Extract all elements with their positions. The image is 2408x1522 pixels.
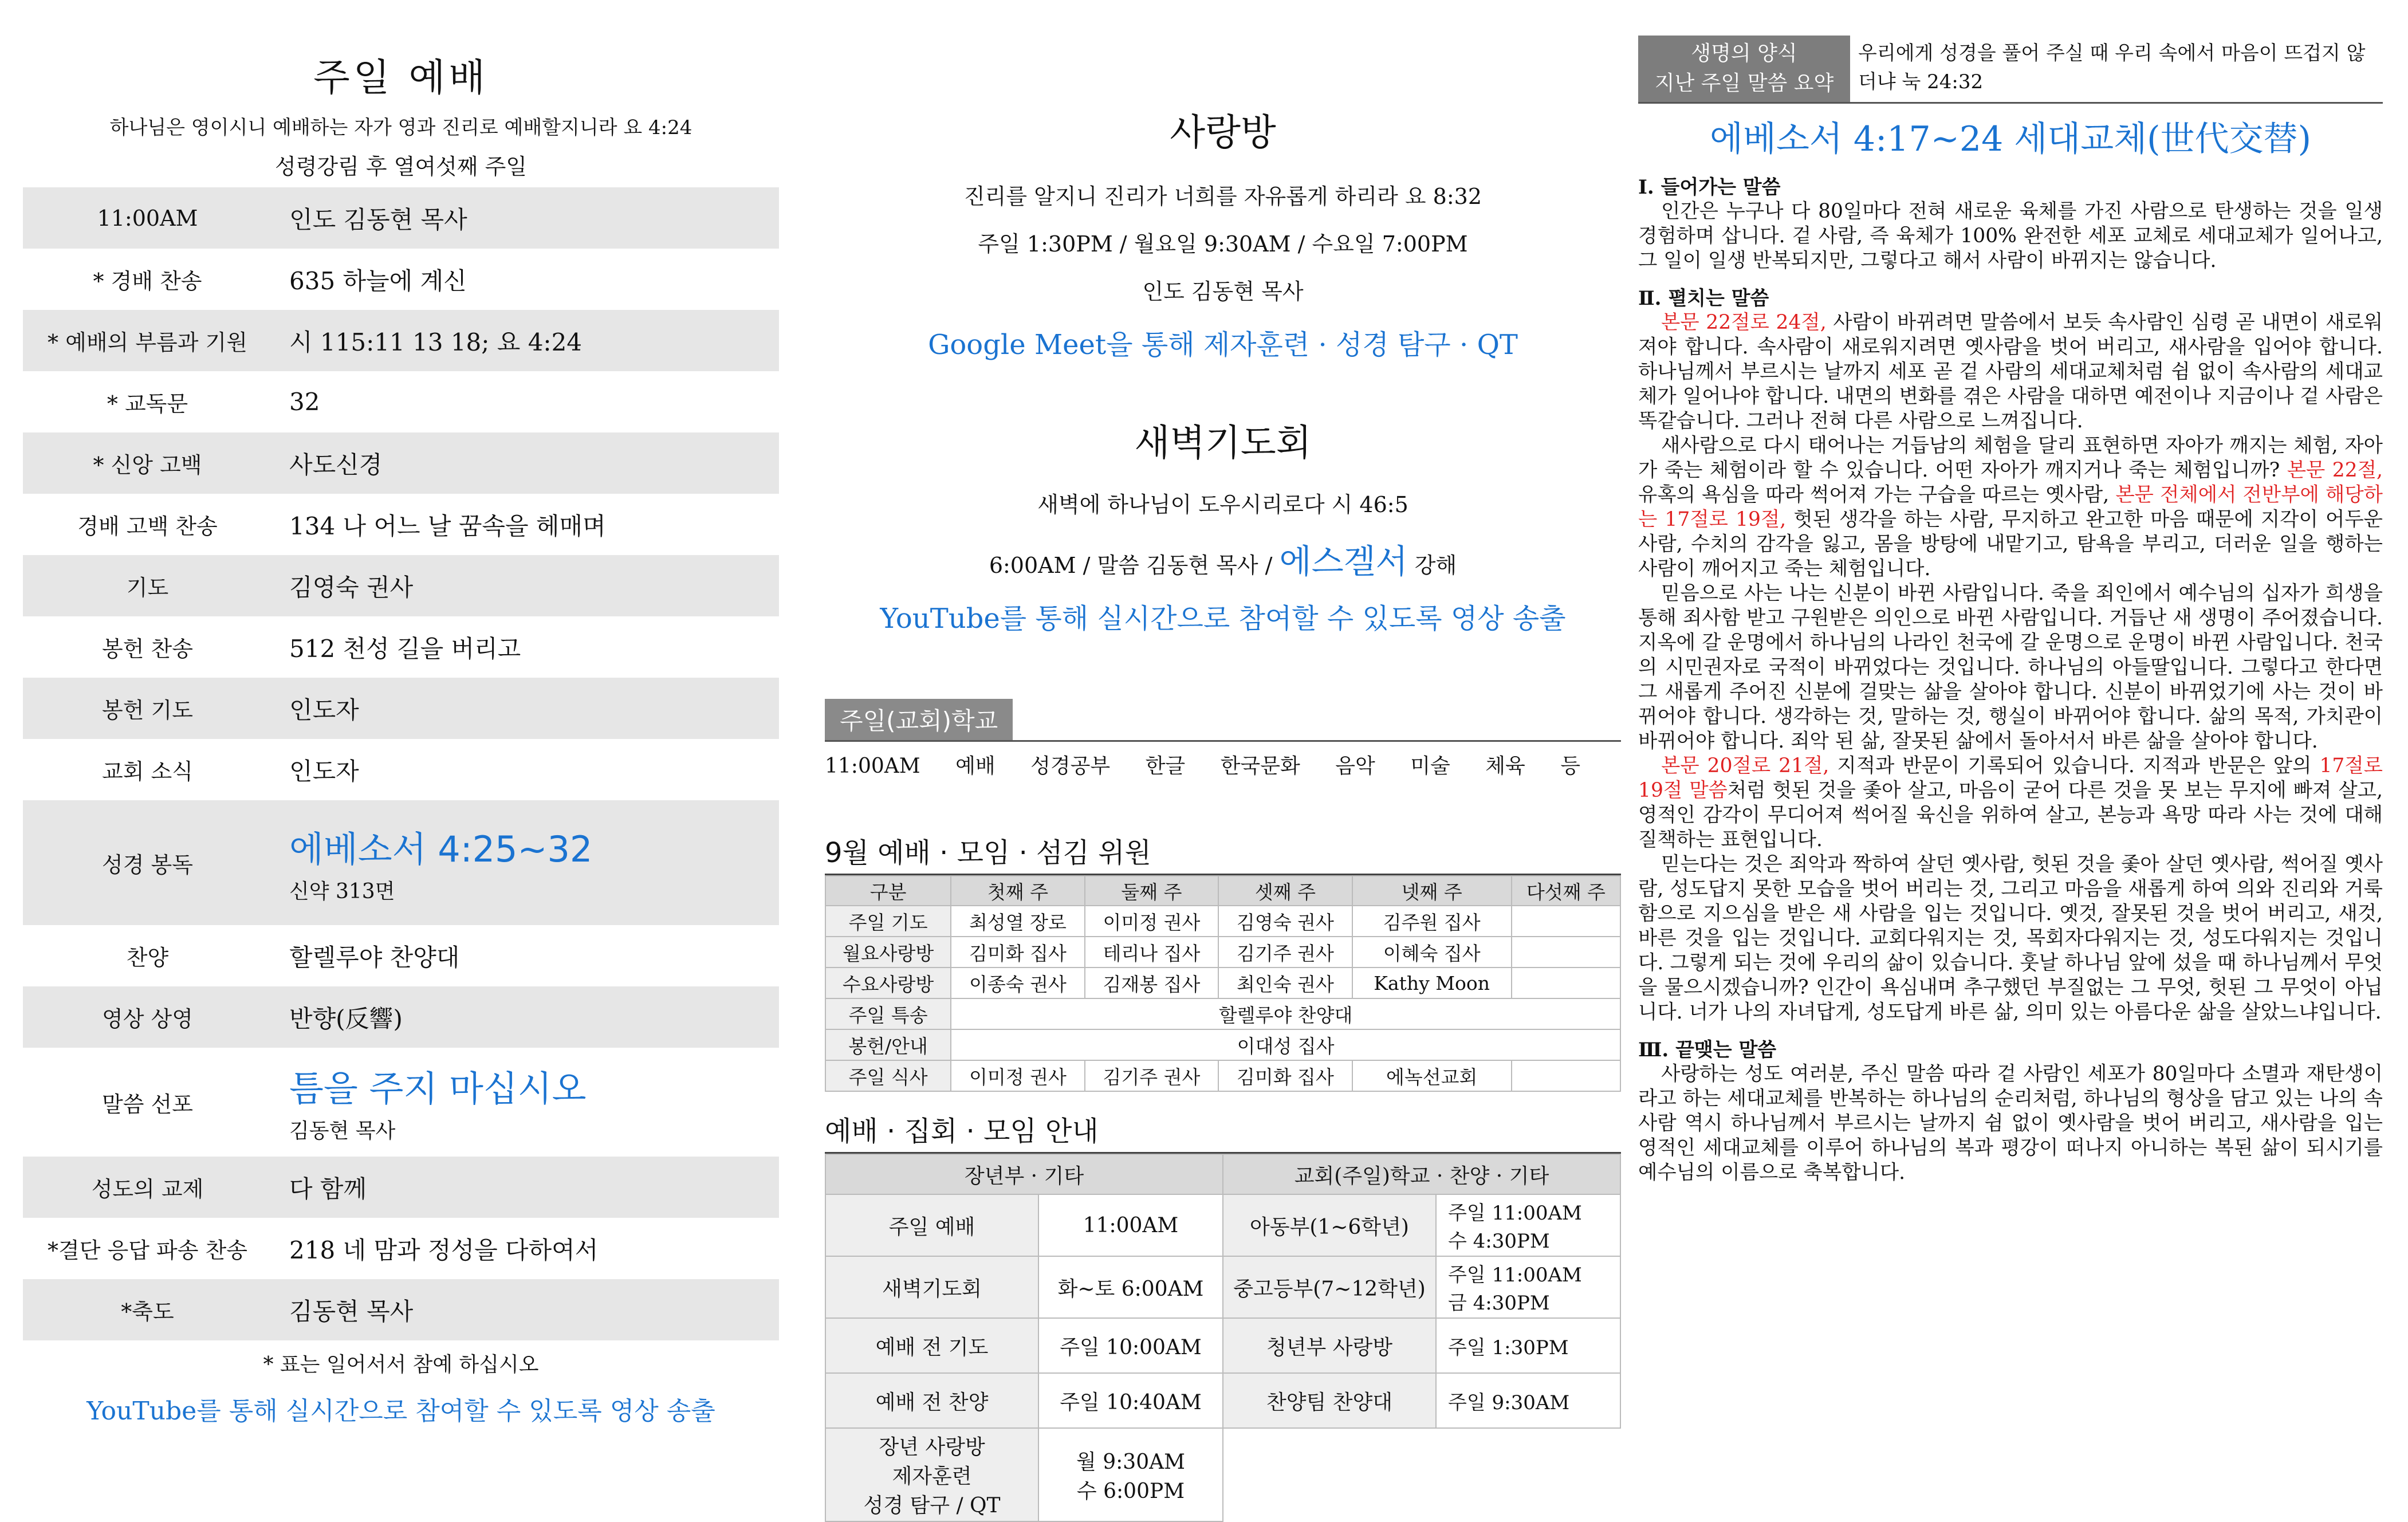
activities-column: [825, 0, 1621, 1517]
table-cell: 중고등부(7~12학년): [1223, 1256, 1436, 1318]
school-item: 11:00AM: [825, 754, 920, 778]
table-cell: 이미정 권사: [1085, 906, 1218, 937]
time-line: 주일 11:00AM: [1448, 1264, 1582, 1287]
order-row: [23, 555, 779, 616]
column-header: 장년부 · 기타: [825, 1154, 1223, 1194]
highlight: 본문 22절,: [2287, 459, 2383, 482]
school-item: 음악: [1335, 754, 1375, 778]
table-cell: 김미화 집사: [1218, 1060, 1352, 1091]
sermon-row: [23, 1048, 779, 1157]
order-row: [23, 494, 779, 555]
section-heading: Ⅰ. 들어가는 말씀: [1638, 176, 1781, 199]
sermon-title: 틈을 주지 마십시오: [289, 1068, 587, 1110]
worship-youtube-note: YouTube를 통해 실시간으로 참여할 수 있도록 영상 송출: [86, 1397, 715, 1426]
order-label: *축도: [23, 1279, 272, 1340]
order-label: 찬양: [126, 945, 169, 970]
order-row: [23, 1157, 779, 1218]
table-cell: 아동부(1~6학년): [1223, 1194, 1436, 1256]
table-cell: 김재봉 집사: [1085, 968, 1218, 998]
order-label: 말씀 선포: [102, 1091, 193, 1117]
order-label: 봉헌 기도: [23, 678, 272, 739]
order-label: 봉헌 찬송: [102, 636, 193, 662]
table-cell: 김미화 집사: [951, 937, 1084, 968]
table-cell: 주일 기도: [825, 906, 951, 937]
column-header: 셋째 주: [1218, 876, 1352, 906]
table-row: [825, 906, 1620, 937]
table-row: [825, 998, 1620, 1029]
order-value: 시 115:11 13 18; 요 4:24: [272, 310, 779, 371]
paragraph: 사랑하는 성도 여러분, 주신 말씀 따라 겉 사람인 세포가 80일마다 소멸과 재탄생이라고 하는 세대교체를 반복하는 하나님의 순리처럼, 하나님의 형상을 담고 있는 나의 속사람 역시 하나님께서 부르시는 날까지 쉼 없이 옛사람을 벗어 버리고, 새사람을 입는 영적인 세대교체를 이루어 하나님의 복과 평강이 떠나지 아니하는 복된 삶이 되시기를 예수님의 이름으로 축복합니다.: [1638, 1063, 2383, 1184]
sarang-online: Google Meet을 통해 제자훈련 · 성경 탐구 · QT: [928, 329, 1518, 361]
table-cell: 화~토 6:00AM: [1038, 1256, 1223, 1318]
order-value: 218 네 맘과 정성을 다하여서: [289, 1236, 599, 1264]
worship-column: [23, 0, 779, 1461]
cell-line: 수 6:00PM: [1076, 1479, 1185, 1503]
order-row: [23, 1279, 779, 1340]
table-cell: 예배 전 찬양: [825, 1373, 1038, 1428]
table-cell: 에녹선교회: [1352, 1060, 1512, 1091]
order-label: *결단 응답 파송 찬송: [48, 1238, 247, 1263]
cell-line: 장년 사랑방: [879, 1436, 985, 1459]
dawn-verse: 새벽에 하나님이 도우시리로다 시 46:5: [1037, 492, 1408, 517]
column-header: 넷째 주: [1352, 876, 1512, 906]
table-cell: [1436, 1194, 1620, 1256]
school-item: 등: [1560, 754, 1581, 778]
table-cell: 청년부 사랑방: [1223, 1318, 1436, 1373]
school-label: 주일(교회)학교: [825, 699, 1013, 740]
time-line: 주일 11:00AM: [1448, 1202, 1582, 1225]
standing-note: * 표는 일어서서 참예 하십시오: [263, 1353, 539, 1377]
paragraph: [1638, 310, 2383, 434]
cell-line: 월 9:30AM: [1076, 1450, 1185, 1474]
school-item: 성경공부: [1030, 754, 1111, 778]
sermon-preacher: 김동현 목사: [289, 1119, 396, 1143]
order-label: 11:00AM: [23, 187, 272, 249]
order-row: [23, 1218, 779, 1279]
table-header-row: [825, 876, 1620, 906]
time-line: 금 4:30PM: [1448, 1292, 1550, 1315]
table-cell: 봉헌/안내: [825, 1029, 951, 1060]
table-cell: [825, 1428, 1038, 1521]
text: 지적과 반문이 기록되어 있습니다. 지적과 반문은 앞의: [1829, 754, 2320, 777]
text: 사람이 바뀌려면 말씀에서 보듯 속사람인 심령 곧 내면이 새로워져야 합니다. 속사람이 새로워지려면 옛사람을 벗어 버리고, 새사람을 입어야 합니다. 하나님께서 부르시는 날까지 세포 곧 겉 사람의 세대교체처럼 쉼 없이 속사람의 세대교체가 일어나야 합니다. 내면의 변화를 겪은 사람을 대하면 예전이나 지금이나 겉 사람은 똑같습니다. 그러나 전혀 다른 사람으로 느껴집니다.: [1638, 311, 2383, 432]
order-row: [23, 187, 779, 249]
highlight: 본문 20절로 21절,: [1661, 754, 1829, 777]
order-value: 김동현 목사: [272, 1279, 779, 1340]
table-cell: [1512, 1060, 1620, 1091]
dawn-title: 새벽기도회: [1134, 422, 1312, 465]
table-cell: 최성열 장로: [951, 906, 1084, 937]
order-value: 반향(反響): [272, 986, 779, 1048]
column-header: 구분: [825, 876, 951, 906]
table-cell: [1512, 906, 1620, 937]
text: 헛된 생각을 하는 사람, 무지하고 완고한 마음 때문에 지각이 어두운 사람, 수치의 감각을 잃고, 몸을 방탕에 내맡기고, 탐욕을 부리고, 더러운 일을 행하는 사람이 깨어지고 죽는 체험입니다.: [1638, 508, 2383, 580]
section-heading: Ⅲ. 끝맺는 말씀: [1638, 1039, 1777, 1061]
table-cell: 주일 예배: [825, 1194, 1038, 1256]
section-heading: Ⅱ. 펼치는 말씀: [1638, 287, 1769, 310]
cell-line: 제자훈련: [892, 1465, 972, 1488]
worship-subtitle: 성령강림 후 열여섯째 주일: [274, 154, 528, 179]
table-cell: 이종숙 권사: [951, 968, 1084, 998]
column-header: 둘째 주: [1085, 876, 1218, 906]
committee-table: [825, 875, 1621, 1092]
table-header-row: [825, 1154, 1620, 1194]
table-cell: [1436, 1256, 1620, 1318]
school-item: 예배: [955, 754, 996, 778]
table-cell: 월요사랑방: [825, 937, 951, 968]
table-cell: 주일 특송: [825, 998, 951, 1029]
table-row: [825, 937, 1620, 968]
dawn-time: 6:00AM / 말씀 김동현 목사 /: [989, 553, 1280, 578]
order-row: [23, 925, 779, 986]
dawn-book: 에스겔서: [1279, 542, 1408, 581]
order-value: 인도자: [272, 678, 779, 739]
empty-cell: [1436, 1428, 1620, 1521]
table-cell: 할렐루야 찬양대: [951, 998, 1620, 1029]
empty-cell: [1223, 1428, 1436, 1521]
order-label: 성도의 교제: [23, 1157, 272, 1218]
order-row: [23, 678, 779, 739]
sermon-summary-column: [1638, 0, 2383, 1461]
table-row: [825, 1318, 1620, 1373]
order-row: [23, 616, 779, 678]
meetings-title: 예배 · 집회 · 모임 안내: [825, 1109, 1621, 1154]
order-row: [23, 986, 779, 1048]
table-cell: 주일 9:30AM: [1436, 1373, 1620, 1428]
order-row: [23, 432, 779, 494]
meetings-table: [825, 1154, 1621, 1522]
table-cell: 주일 10:40AM: [1038, 1373, 1223, 1428]
tag-line: 지난 주일 말씀 요약: [1654, 72, 1834, 95]
order-row: [23, 249, 779, 310]
worship-verse: 하나님은 영이시니 예배하는 자가 영과 진리로 예배할지니라 요 4:24: [109, 116, 693, 139]
dawn-schedule: [825, 534, 1621, 583]
order-label: * 신앙 고백: [23, 432, 272, 494]
order-value: 32: [289, 388, 320, 416]
table-cell: [1038, 1428, 1223, 1521]
worship-title: 주일 예배: [313, 56, 489, 100]
paragraph: 믿음으로 사는 나는 신분이 바뀐 사람입니다. 죽을 죄인에서 예수님의 십자가 희생을 통해 죄사함 받고 구원받은 의인으로 바뀐 사람입니다. 거듭난 새 생명이 주어졌습니다. 지옥에 갈 운명에서 하나님의 나라인 천국에 갈 운명으로 운명이 바뀐 사람입니다. 천국의 시민권자로 국적이 바뀌었다는 것입니다. 하나님의 아들딸입니다. 그렇다고 한다면 그 새롭게 주어진 신분에 걸맞는 삶을 살아야 합니다. 신분이 바뀌었기에 사는 것이 바뀌어야 합니다. 생각하는 것, 말하는 것, 행실이 바뀌어야 합니다. 삶의 목적, 가치관이 바뀌어야 합니다. 죄악 된 삶, 잘못된 삶에서 돌아서서 바른 삶을 살아야 합니다.: [1638, 582, 2383, 753]
column-header: 교회(주일)학교 · 찬양 · 기타: [1223, 1154, 1620, 1194]
table-cell: 주일 10:00AM: [1038, 1318, 1223, 1373]
summary-header: [1638, 36, 2383, 104]
sarang-times: 주일 1:30PM / 월요일 9:30AM / 수요일 7:00PM: [978, 231, 1468, 257]
text: 처럼 헛된 것을 좇아 살고, 마음이 굳어 다른 것을 못 보는 무지에 빠져 살고, 영적인 감각이 무디어져 썩어질 육신을 위하여 살고, 본능과 욕망 따라 사는 것에 대해 질책하는 표현입니다.: [1638, 779, 2383, 851]
table-cell: Kathy Moon: [1352, 968, 1512, 998]
order-value: 김영숙 권사: [272, 555, 779, 616]
school-line: [825, 740, 1621, 779]
scripture-reading: [272, 800, 779, 925]
table-cell: 테리나 집사: [1085, 937, 1218, 968]
order-row: [23, 310, 779, 371]
order-label: 성경 봉독: [23, 800, 272, 925]
table-cell: 11:00AM: [1038, 1194, 1223, 1256]
table-cell: 최인숙 권사: [1218, 968, 1352, 998]
paragraph: [1638, 434, 2383, 581]
text: 새사람으로 다시 태어나는 거듭남의 체험을 달리 표현하면 자아가 깨지는 체험, 자아가 죽는 체험이라 할 수 있습니다. 어떤 자아가 깨지거나 죽는 체험입니까?: [1638, 434, 2383, 482]
order-label: * 교독문: [107, 391, 188, 416]
highlight: 17절로 19절 말씀: [1638, 754, 2383, 802]
order-label: 영상 상영: [23, 986, 272, 1048]
cell-line: 성경 탐구 / QT: [863, 1494, 1001, 1517]
paragraph: 믿는다는 것은 죄악과 짝하여 살던 옛사람, 헛된 것을 좇아 살던 옛사람, 썩어질 옛사람, 성도답지 못한 모습을 벗어 버리는 것, 그리고 마음을 새롭게 하여 의와 진리와 거룩함으로 지으심을 받은 새 사람을 입는 것입니다. 옛것, 잘못된 것을 벗어 버리고, 새것, 바른 것을 입는 것입니다. 교회다워지는 것, 목회자다워지는 것, 성도다워지는 것입니다. 그렇게 되는 것에 우리의 삶이 있습니다. 훗날 하나님 앞에 섰을 때 하나님께서 무엇을 물으시겠습니까? 인간이 욕심내며 추구했던 부질없는 그 무엇, 헛된 그 무엇이 아닙니다. 너가 나의 자녀답게, 성도답게 바른 삶, 의미 있는 아름다운 삶을 살았느냐입니다.: [1638, 853, 2383, 1024]
order-label: * 경배 찬송: [93, 269, 202, 294]
time-line: 수 4:30PM: [1448, 1230, 1550, 1253]
summary-tag: [1638, 36, 1850, 102]
school-item: 체육: [1485, 754, 1525, 778]
committee-title: 9월 예배 · 모임 · 섬김 위원: [825, 831, 1621, 875]
table-cell: 김주원 집사: [1352, 906, 1512, 937]
table-cell: 수요사랑방: [825, 968, 951, 998]
paragraph: 인간은 누구나 다 80일마다 전혀 새로운 육체를 가진 사람으로 탄생하는 것을 일생 경험하며 삽니다. 겉 사람, 즉 육체가 100% 완전한 세포 교체로 세대교체가 일어나고, 그 일이 일생 반복되지만, 그렇다고 해서 사람이 바뀌지는 않습니다.: [1638, 200, 2383, 272]
order-value: 인도 김동현 목사: [272, 187, 779, 249]
table-cell: 이혜숙 집사: [1352, 937, 1512, 968]
table-cell: 김영숙 권사: [1218, 906, 1352, 937]
reading-page: 신약 313면: [289, 880, 395, 903]
school-item: 한글: [1145, 754, 1186, 778]
sarang-leader: 인도 김동현 목사: [1142, 279, 1304, 304]
school-section: [825, 699, 1621, 779]
table-cell: 주일 식사: [825, 1060, 951, 1091]
order-value: 512 천성 길을 버리고: [289, 634, 521, 663]
dawn-youtube-note: YouTube를 통해 실시간으로 참여할 수 있도록 영상 송출: [880, 603, 1566, 635]
order-value: 할렐루야 찬양대: [289, 943, 460, 972]
table-row: [825, 1256, 1620, 1318]
tag-line: 생명의 양식: [1691, 42, 1797, 65]
order-row: [23, 371, 779, 432]
scripture-reading-row: [23, 800, 779, 925]
table-row: [825, 1029, 1620, 1060]
sermon: [272, 1048, 779, 1157]
reading-passage: 에베소서 4:25~32: [289, 828, 593, 870]
committee-section: [825, 831, 1621, 1092]
sarang-verse: 진리를 알지니 진리가 너희를 자유롭게 하리라 요 8:32: [963, 184, 1482, 209]
table-cell: 찬양팀 찬양대: [1223, 1373, 1436, 1428]
order-label: * 예배의 부름과 기원: [23, 310, 272, 371]
order-value: 다 함께: [272, 1157, 779, 1218]
summary-title: 에베소서 4:17~24 세대교체(世代交替): [1710, 119, 2311, 159]
column-header: 다섯째 주: [1512, 876, 1620, 906]
highlight: 본문 22절로 24절,: [1661, 311, 1827, 334]
highlight: 본문 전체에서 전반부에 해당하는 17절로 19절,: [1638, 483, 2383, 531]
sarang-title: 사랑방: [1170, 112, 1276, 154]
order-label: 경배 고백 찬송: [77, 514, 218, 539]
table-row: [825, 1373, 1620, 1428]
table-cell: 김기주 권사: [1218, 937, 1352, 968]
order-label: 기도: [23, 555, 272, 616]
table-cell: 예배 전 기도: [825, 1318, 1038, 1373]
school-item: 한국문화: [1220, 754, 1300, 778]
meetings-section: [825, 1109, 1621, 1522]
school-item: 미술: [1410, 754, 1450, 778]
summary-verse: 우리에게 성경을 풀어 주실 때 우리 속에서 마음이 뜨겁지 않더냐 눅 24:32: [1858, 42, 2366, 93]
table-row: [825, 1194, 1620, 1256]
order-value: 인도자: [289, 757, 359, 785]
column-header: 첫째 주: [951, 876, 1084, 906]
table-cell: [1512, 937, 1620, 968]
table-cell: 주일 1:30PM: [1436, 1318, 1620, 1373]
order-label: 교회 소식: [102, 759, 193, 784]
dawn-suffix: 강해: [1407, 553, 1457, 578]
table-cell: [1512, 968, 1620, 998]
text: 유혹의 욕심을 따라 썩어져 가는 구습을 따르는 옛사람,: [1638, 483, 2116, 506]
order-row: [23, 739, 779, 800]
order-value: 134 나 어느 날 꿈속을 헤매며: [289, 512, 606, 540]
order-value: 635 하늘에 계신: [289, 266, 467, 295]
table-row: [825, 1060, 1620, 1091]
table-cell: 새벽기도회: [825, 1256, 1038, 1318]
table-cell: 이대성 집사: [951, 1029, 1620, 1060]
order-value: 사도신경: [272, 432, 779, 494]
paragraph: [1638, 754, 2383, 852]
table-cell: 김기주 권사: [1085, 1060, 1218, 1091]
table-row: [825, 968, 1620, 998]
table-row: [825, 1428, 1620, 1521]
table-cell: 이미정 권사: [951, 1060, 1084, 1091]
order-of-worship: [23, 187, 779, 1340]
